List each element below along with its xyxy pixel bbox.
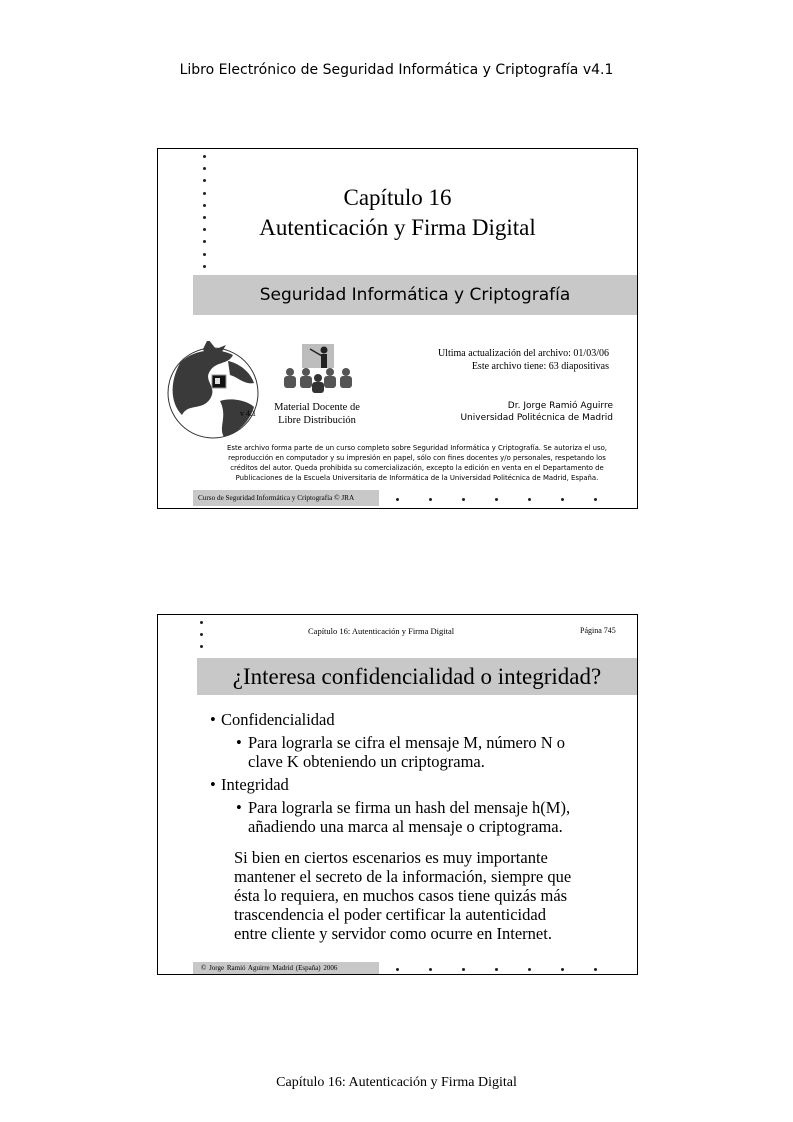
paragraph-line: entre cliente y servidor como ocurre en Internet. bbox=[234, 924, 552, 943]
title-line-2: Autenticación y Firma Digital bbox=[259, 215, 536, 240]
author-university: Universidad Politécnica de Madrid bbox=[460, 413, 613, 423]
slide-footer: © Jorge Ramió Aguirre Madrid (España) 2006 bbox=[193, 962, 379, 974]
bullet-confidencialidad: • Confidencialidad bbox=[210, 710, 620, 729]
slide-header: Capítulo 16: Autenticación y Firma Digital bbox=[308, 626, 455, 636]
presenter-icon bbox=[278, 342, 358, 394]
page-number: Página 745 bbox=[580, 626, 616, 635]
legal-line: reproducción en computador y su impresión en papel, sólo con fines docentes y/o personales, respetando los bbox=[228, 454, 606, 462]
slide-title: ¿Interesa confidencialidad o integridad? bbox=[232, 664, 602, 689]
material-line-2: Libre Distribución bbox=[278, 415, 356, 426]
content-slide bbox=[157, 614, 638, 975]
page-footer: Capítulo 16: Autenticación y Firma Digital bbox=[276, 1075, 517, 1090]
summary-paragraph bbox=[234, 848, 620, 943]
subtitle-text: Seguridad Informática y Criptografía bbox=[259, 285, 571, 305]
slide-title bbox=[158, 183, 637, 243]
dot-row-decoration bbox=[396, 968, 627, 971]
sub-bullet-line: • Para lograrla se cifra el mensaje M, número N o bbox=[248, 733, 566, 752]
dot-column-decoration bbox=[200, 621, 204, 658]
dot-row-decoration bbox=[396, 498, 627, 501]
material-line-1: Material Docente de bbox=[274, 402, 360, 413]
sub-bullet-line: • Para lograrla se firma un hash del mensaje h(M), bbox=[248, 798, 571, 817]
bullet-integridad: • Integridad bbox=[210, 775, 620, 794]
title-line-1: Capítulo 16 bbox=[343, 185, 452, 210]
sub-bullet-integridad bbox=[234, 798, 620, 836]
legal-line: Publicaciones de la Escuela Universitaria de Informática de la Universidad Politécnica de Madrid, España. bbox=[235, 474, 599, 482]
sub-bullet-confidencialidad bbox=[234, 733, 620, 771]
book-header: Libro Electrónico de Seguridad Informática y Criptografía v4.1 bbox=[179, 62, 614, 78]
update-info bbox=[438, 347, 609, 373]
slide-footer: Curso de Seguridad Informática y Criptografía © JRA bbox=[193, 490, 379, 506]
author-info bbox=[460, 400, 613, 424]
legal-line: Este archivo forma parte de un curso completo sobre Seguridad Informática y Criptografía. Se autoriza el uso, bbox=[227, 444, 607, 452]
globe-logo-icon bbox=[158, 341, 262, 441]
author-name: Dr. Jorge Ramió Aguirre bbox=[507, 401, 613, 411]
paragraph-line: mantener el secreto de la información, siempre que bbox=[234, 867, 572, 886]
title-band bbox=[197, 658, 637, 695]
slide-body bbox=[210, 710, 620, 943]
paragraph-line: Si bien en ciertos escenarios es muy importante bbox=[234, 848, 548, 867]
paragraph-line: ésta lo requiera, en muchos casos tiene quizás más bbox=[234, 886, 568, 905]
legal-line: créditos del autor. Queda prohibida su comercialización, excepto la edición en venta en el Departamento de bbox=[230, 464, 604, 472]
sub-bullet-line: clave K obteniendo un criptograma. bbox=[248, 752, 485, 771]
material-docente-label bbox=[262, 401, 372, 427]
legal-notice bbox=[216, 443, 618, 483]
subtitle-band bbox=[193, 275, 637, 315]
update-line-1: Ultima actualización del archivo: 01/03/06 bbox=[437, 348, 609, 359]
sub-bullet-line: añadiendo una marca al mensaje o criptograma. bbox=[248, 817, 563, 836]
update-line-2: Este archivo tiene: 63 diapositivas bbox=[471, 361, 609, 372]
version-label: v 4.1 bbox=[240, 409, 256, 418]
paragraph-line: trascendencia el poder certificar la autenticidad bbox=[234, 905, 546, 924]
title-slide bbox=[157, 148, 638, 509]
